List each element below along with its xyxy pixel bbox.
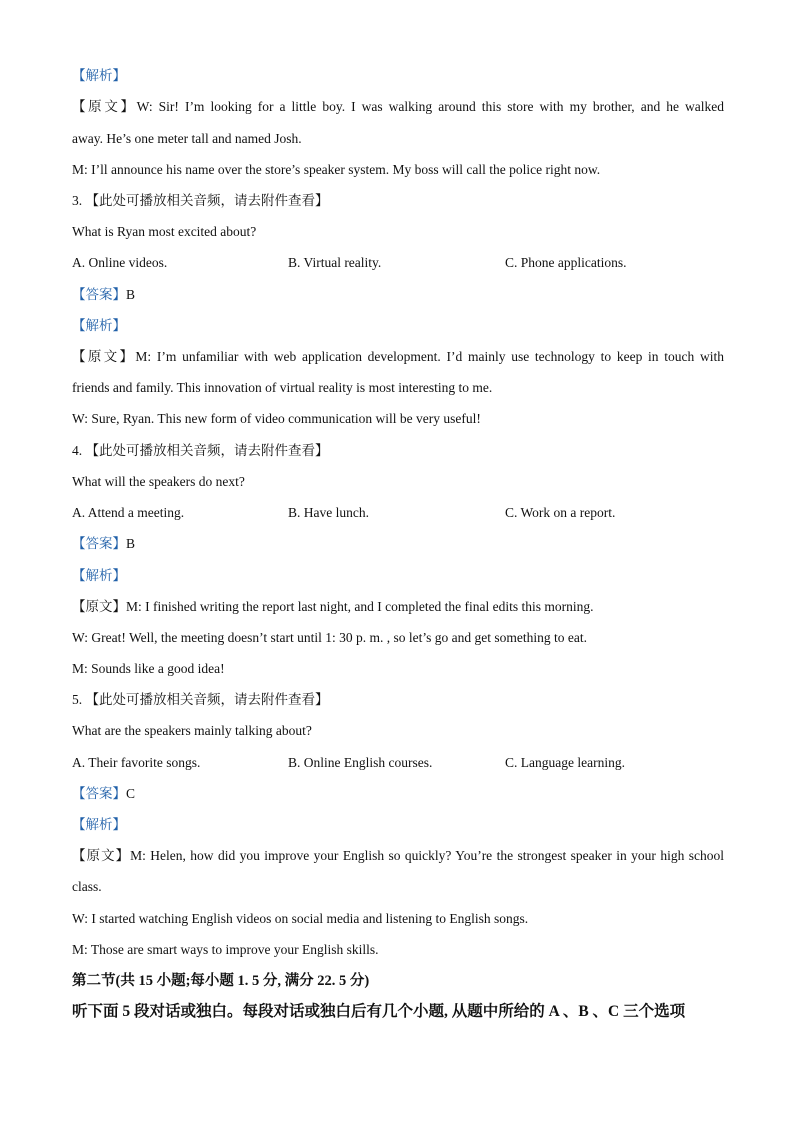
question-5-label bbox=[72, 691, 724, 709]
transcript-line: friends and family. This innovation of virtual reality is most interesting to me. bbox=[72, 380, 493, 395]
transcript-line: 【原文】M: I finished writing the report last night, and I completed the final edits this morning. bbox=[72, 599, 594, 614]
option-c: C. Phone applications. bbox=[505, 255, 627, 270]
transcript-line: M: Those are smart ways to improve your English skills. bbox=[72, 942, 379, 957]
analysis-label: 【解析】 bbox=[72, 817, 126, 832]
option-c: C. Work on a report. bbox=[505, 505, 616, 520]
answer-label: 【答案】 bbox=[72, 786, 126, 801]
transcript-line: M: I’ll announce his name over the store’s speaker system. My boss will call the police right now. bbox=[72, 162, 601, 177]
answer-value: B bbox=[126, 536, 136, 551]
question-4-text: What will the speakers do next? bbox=[72, 474, 245, 489]
transcript-line: 【原文】M: Helen, how did you improve your English so quickly? You’re the strongest speaker in your high school bbox=[72, 848, 724, 863]
analysis-label: 【解析】 bbox=[72, 318, 126, 333]
question-3-label bbox=[72, 192, 724, 210]
question-5-text: What are the speakers mainly talking about? bbox=[72, 723, 312, 738]
section-title: 第二节(共 15 小题;每小题 1. 5 分, 满分 22. 5 分) bbox=[72, 973, 370, 989]
analysis-label: 【解析】 bbox=[72, 68, 126, 83]
option-a: A. Attend a meeting. bbox=[72, 505, 185, 520]
answer-value: B bbox=[126, 287, 136, 302]
transcript-line: W: I started watching English videos on social media and listening to English songs. bbox=[72, 911, 529, 926]
transcript-line: 【原文】W: Sir! I’m looking for a little boy. I was walking around this store with my brother, and he walked bbox=[72, 99, 724, 114]
analysis-label: 【解析】 bbox=[72, 568, 126, 583]
section-instruction: 听下面 5 段对话或独白。每段对话或独白后有几个小题, 从题中所给的 A 、B 、C 三个选项 bbox=[72, 1003, 686, 1020]
transcript-line: class. bbox=[72, 879, 102, 894]
option-b: B. Have lunch. bbox=[288, 505, 369, 520]
question-3-text: What is Ryan most excited about? bbox=[72, 224, 257, 239]
question-4-answer bbox=[72, 535, 724, 553]
question-5-answer bbox=[72, 785, 724, 803]
answer-label: 【答案】 bbox=[72, 536, 126, 551]
option-a: A. Their favorite songs. bbox=[72, 755, 201, 770]
question-3-answer bbox=[72, 286, 724, 304]
option-a: A. Online videos. bbox=[72, 255, 168, 270]
transcript-line: M: Sounds like a good idea! bbox=[72, 661, 225, 676]
option-b: B. Virtual reality. bbox=[288, 255, 382, 270]
audio-label: 5. 【此处可播放相关音频，请去附件查看】 bbox=[72, 692, 329, 707]
transcript-line: W: Great! Well, the meeting doesn’t start until 1: 30 p. m. , so let’s go and get something to eat. bbox=[72, 630, 587, 645]
audio-label: 4. 【此处可播放相关音频，请去附件查看】 bbox=[72, 443, 329, 458]
transcript-line: W: Sure, Ryan. This new form of video communication will be very useful! bbox=[72, 411, 481, 426]
transcript-line: 【原文】M: I’m unfamiliar with web application development. I’d mainly use technology to keep in touch with bbox=[72, 349, 724, 364]
question-4-label bbox=[72, 442, 724, 460]
option-b: B. Online English courses. bbox=[288, 755, 433, 770]
audio-label: 3. 【此处可播放相关音频，请去附件查看】 bbox=[72, 193, 329, 208]
answer-value: C bbox=[126, 786, 136, 801]
option-c: C. Language learning. bbox=[505, 755, 625, 770]
transcript-line: away. He’s one meter tall and named Josh. bbox=[72, 131, 302, 146]
answer-label: 【答案】 bbox=[72, 287, 126, 302]
